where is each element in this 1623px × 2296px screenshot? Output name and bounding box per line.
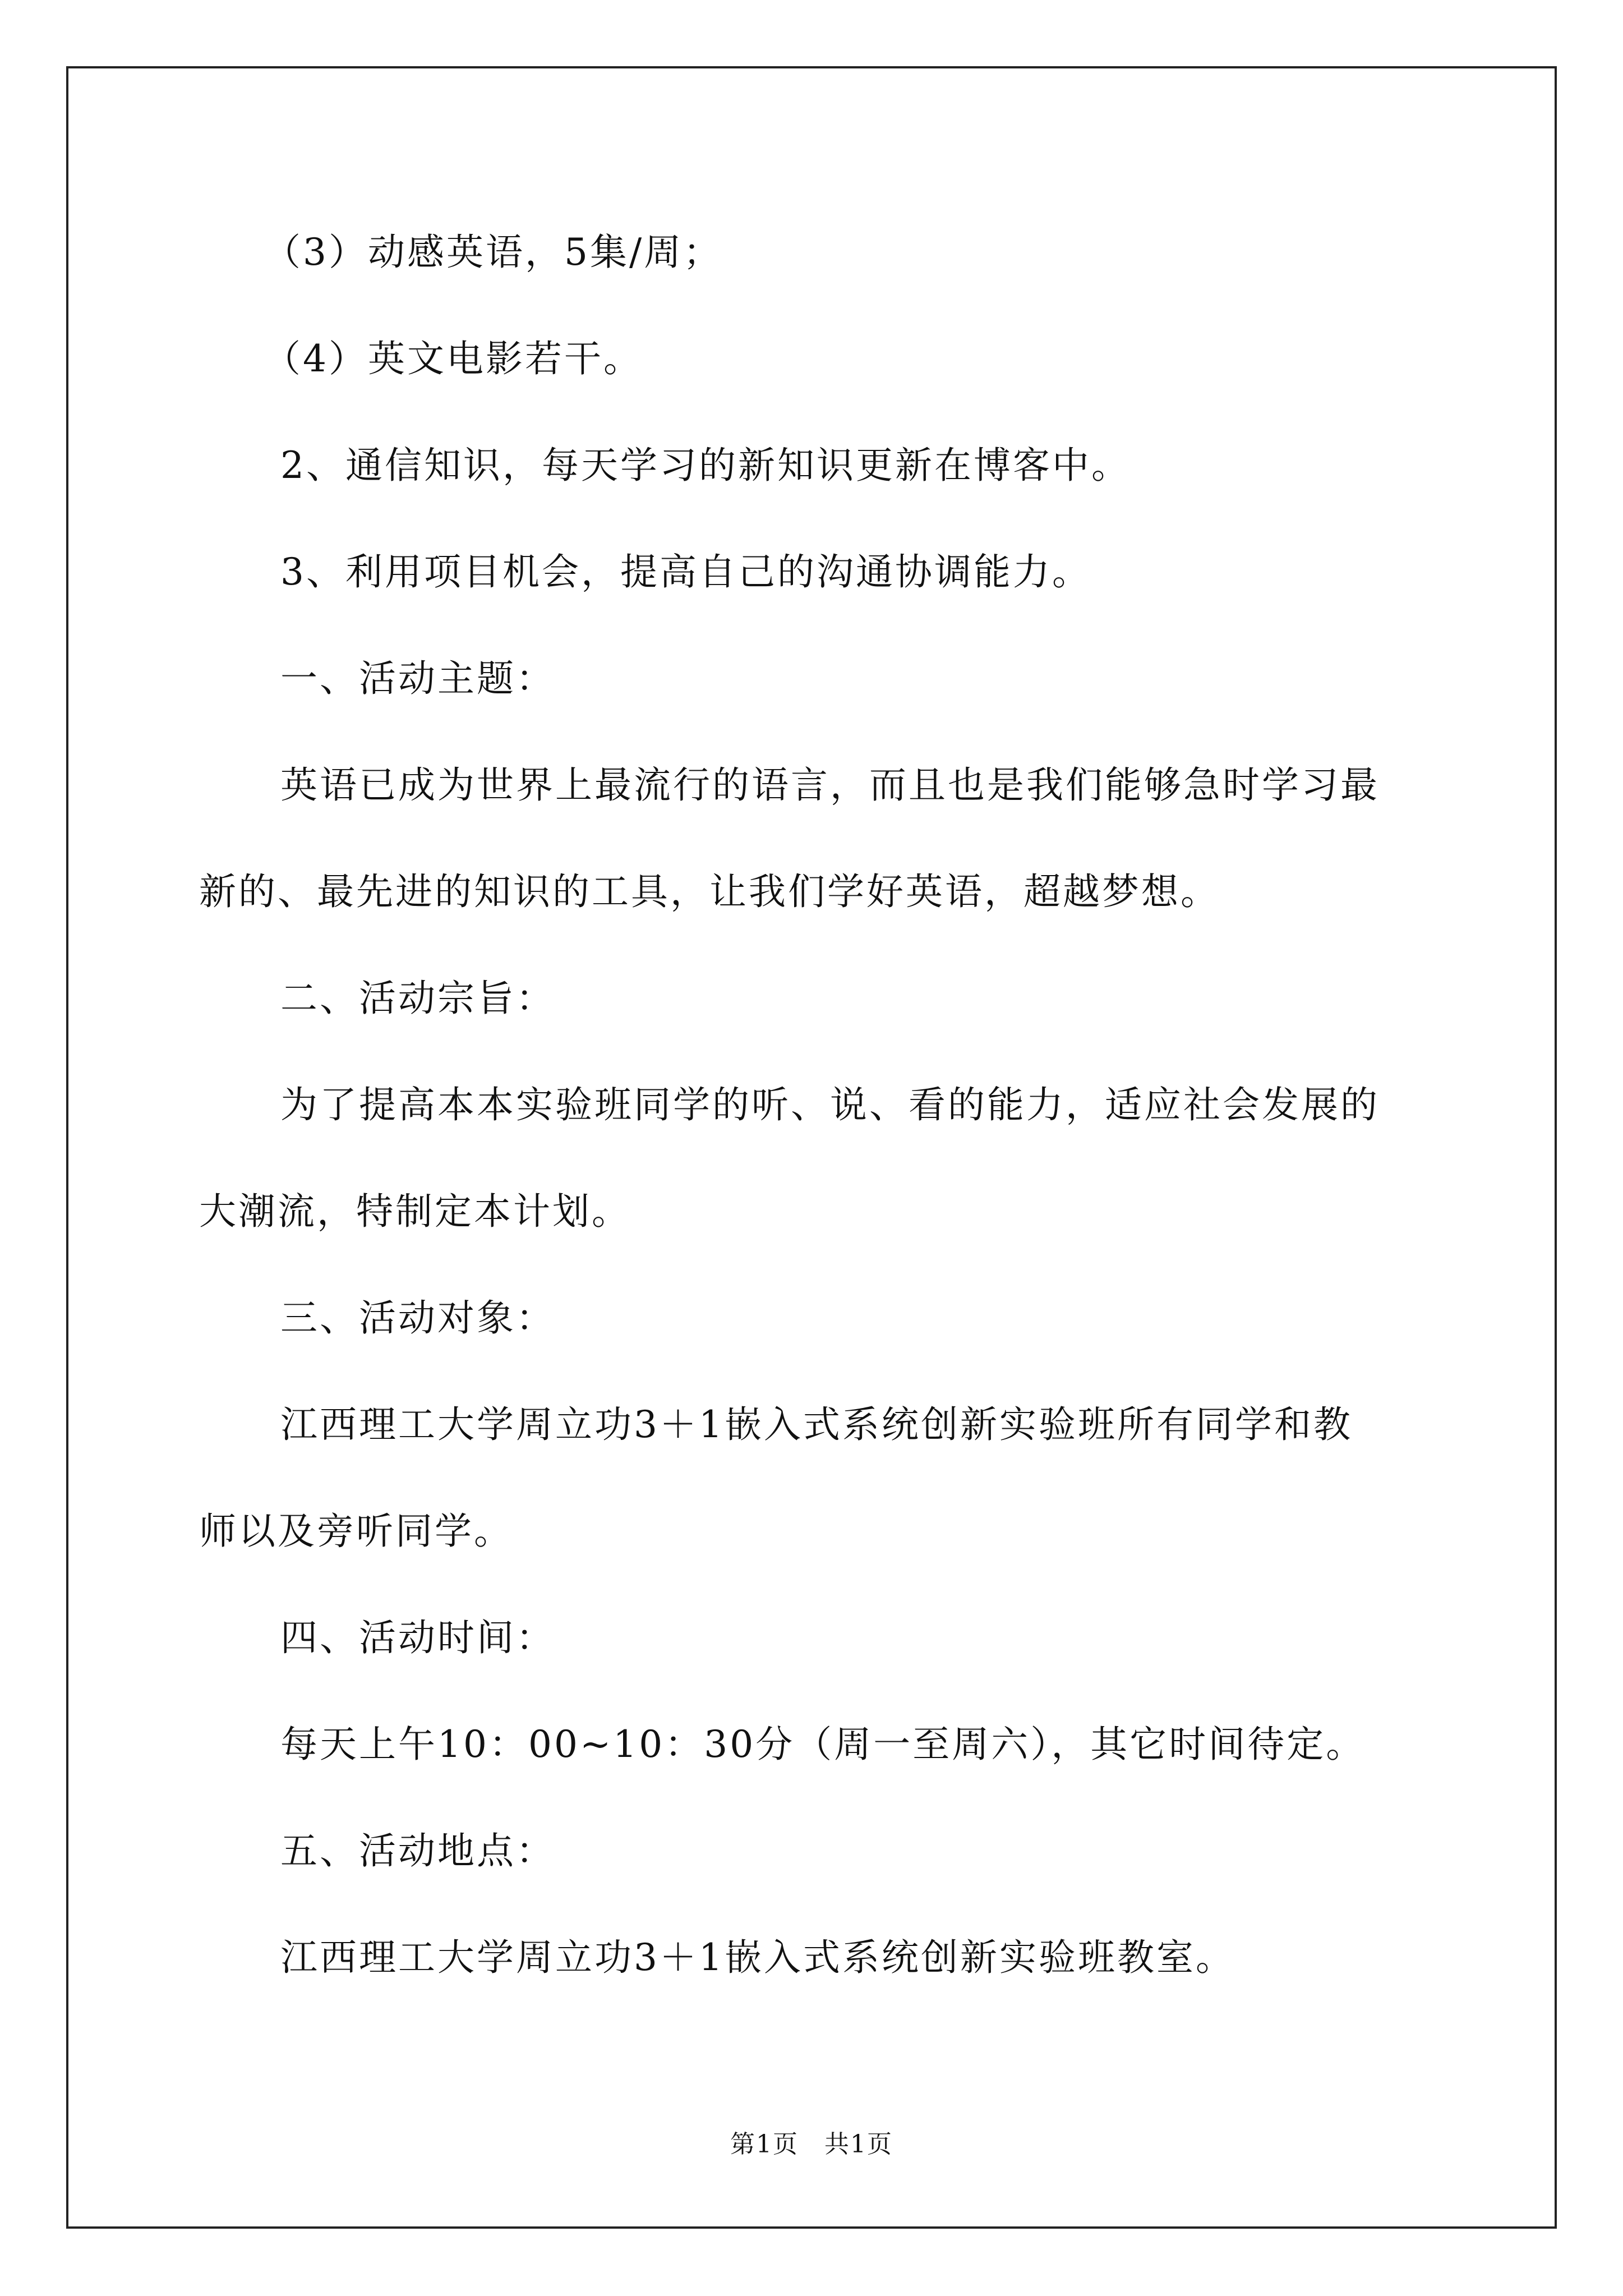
paragraph-audience-line-2: 师以及旁听同学。 bbox=[199, 1510, 513, 1553]
paragraph-purpose-line-1: 为了提高本本实验班同学的听、说、看的能力，适应社会发展的 bbox=[280, 1083, 1380, 1126]
heading-time: 四、活动时间： bbox=[280, 1616, 555, 1659]
paragraph-theme-line-2: 新的、最先进的知识的工具，让我们学好英语，超越梦想。 bbox=[199, 870, 1220, 913]
heading-purpose: 二、活动宗旨： bbox=[280, 977, 555, 1020]
paragraph-location: 江西理工大学周立功3＋1嵌入式系统创新实验班教室。 bbox=[280, 1936, 1235, 1979]
point-2: 2、通信知识，每天学习的新知识更新在博客中。 bbox=[280, 444, 1131, 487]
heading-audience: 三、活动对象： bbox=[280, 1296, 555, 1340]
paragraph-audience-line-1: 江西理工大学周立功3＋1嵌入式系统创新实验班所有同学和教 bbox=[280, 1403, 1353, 1446]
heading-theme: 一、活动主题： bbox=[280, 657, 555, 700]
list-item-3: （3）动感英语，5集/周； bbox=[264, 231, 723, 274]
list-item-4: （4）英文电影若干。 bbox=[264, 337, 643, 380]
paragraph-purpose-line-2: 大潮流，特制定本计划。 bbox=[199, 1190, 631, 1233]
page-number: 第1页 共1页 bbox=[730, 2130, 893, 2159]
paragraph-time: 每天上午10：00~10：30分（周一至周六），其它时间待定。 bbox=[280, 1723, 1366, 1766]
paragraph-theme-line-1: 英语已成为世界上最流行的语言，而且也是我们能够急时学习最 bbox=[280, 763, 1380, 807]
heading-location: 五、活动地点： bbox=[280, 1829, 555, 1872]
page-border bbox=[66, 66, 1557, 2229]
point-3: 3、利用项目机会，提高自己的沟通协调能力。 bbox=[280, 550, 1091, 593]
